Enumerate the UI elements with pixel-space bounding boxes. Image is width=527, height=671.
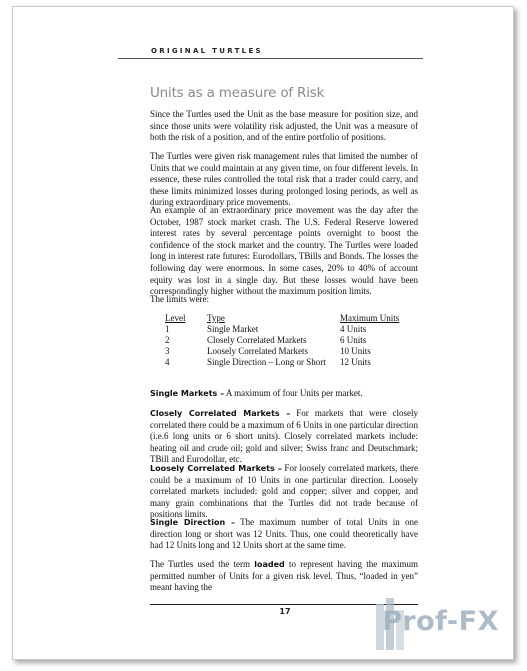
- table-row: [165, 357, 410, 368]
- definition-closely-correlated: [150, 408, 418, 466]
- table-cell: 3: [165, 345, 170, 356]
- term-loaded: loaded: [254, 560, 285, 569]
- definition-term: Single Direction –: [150, 518, 235, 527]
- definition-single-direction: [150, 517, 418, 552]
- paragraph-text: to represent having the maximum permitted number of Units for a given risk level. Thus, “loaded in yen” meant having the: [150, 559, 418, 593]
- watermark: [372, 596, 522, 656]
- column-header-type: Type: [207, 312, 225, 323]
- paragraph-loaded: [150, 559, 418, 594]
- paragraph-text: The Turtles used the term: [150, 559, 255, 569]
- watermark-text: Prof-FX: [382, 606, 499, 637]
- definition-text: The maximum number of total Units in one direction long or short was 12 Units. Thus, one could theoretically have had 12 Units long and 12 Units short at the same time.: [150, 517, 419, 551]
- definition-term: Loosely Correlated Markets –: [150, 464, 282, 473]
- table-cell: 1: [165, 323, 170, 334]
- page-number: 17: [279, 607, 291, 616]
- table-cell: 4: [165, 357, 170, 368]
- limits-table: [165, 312, 410, 368]
- column-header-level: Level: [165, 312, 186, 323]
- table-cell: 12 Units: [340, 357, 371, 368]
- column-header-max-units: Maximum Units: [340, 312, 400, 323]
- paragraph-3: An example of an extraordinary price movement was the day after the October, 1987 stock market crash. The U.S. Federal Reserve lowered interest rates by several percentage points overnight to boost the confidence of the stock market and the country. The Turtles were loaded long in interest rate futures: Eurodollars, TBills and Bonds. The losses the following day were enormous. In some cases, 20% to 40% of account equity was lost in a single day. But these losses would have been correspondingly higher without the maximum position limits.: [150, 205, 418, 297]
- paragraph-4: The limits were:: [150, 294, 209, 304]
- table-cell: 6 Units: [340, 334, 367, 345]
- table-cell: 2: [165, 334, 170, 345]
- table-cell: Single Market: [207, 323, 259, 334]
- table-row: [165, 334, 410, 345]
- definition-text: For loosely correlated markets, there could be a maximum of 10 Units in one particular direction. Loosely correlated markets included: gold and copper; silver and copper, and many grain combinations that the Turtles did not trade because of positions limits.: [150, 463, 419, 520]
- section-title: Units as a measure of Risk: [150, 85, 325, 101]
- definition-term: Single Markets –: [150, 389, 225, 398]
- limits-table-header: [165, 312, 410, 323]
- table-cell: 4 Units: [340, 323, 367, 334]
- paragraph-1: Since the Turtles used the Unit as the base measure for position size, and since those units were volatility risk adjusted, the Unit was a measure of both the risk of a position, and of the entire portfolio of positions.: [150, 109, 418, 143]
- table-cell: 10 Units: [340, 345, 371, 356]
- header-rule: [118, 58, 423, 59]
- table-cell: Single Direction – Long or Short: [207, 357, 326, 368]
- definition-loosely-correlated: [150, 463, 418, 521]
- definition-term: Closely Correlated Markets –: [150, 409, 291, 418]
- definition-single-markets: [150, 388, 418, 400]
- table-row: [165, 323, 410, 334]
- table-cell: Closely Correlated Markets: [207, 334, 307, 345]
- definition-text: For markets that were closely correlated there could be a maximum of 6 Units in one particular direction (i.e.6 long units or 6 short units). Closely correlated markets include: heating oil and crude oil; gold and silver; Swiss franc and Deutschmark; TBill and Eurodollar, etc.: [150, 408, 418, 465]
- paragraph-2: The Turtles were given risk management rules that limited the number of Units that we could maintain at any given time, on four different levels. In essence, these rules controlled the total risk that a trader could carry, and these limits minimized losses during prolonged losing periods, as well as during extraordinary price movements.: [150, 151, 418, 208]
- table-cell: Loosely Correlated Markets: [207, 345, 308, 356]
- running-head: ORIGINAL TURTLES: [151, 47, 263, 55]
- definition-text: A maximum of four Units per market.: [224, 388, 363, 398]
- table-row: [165, 345, 410, 356]
